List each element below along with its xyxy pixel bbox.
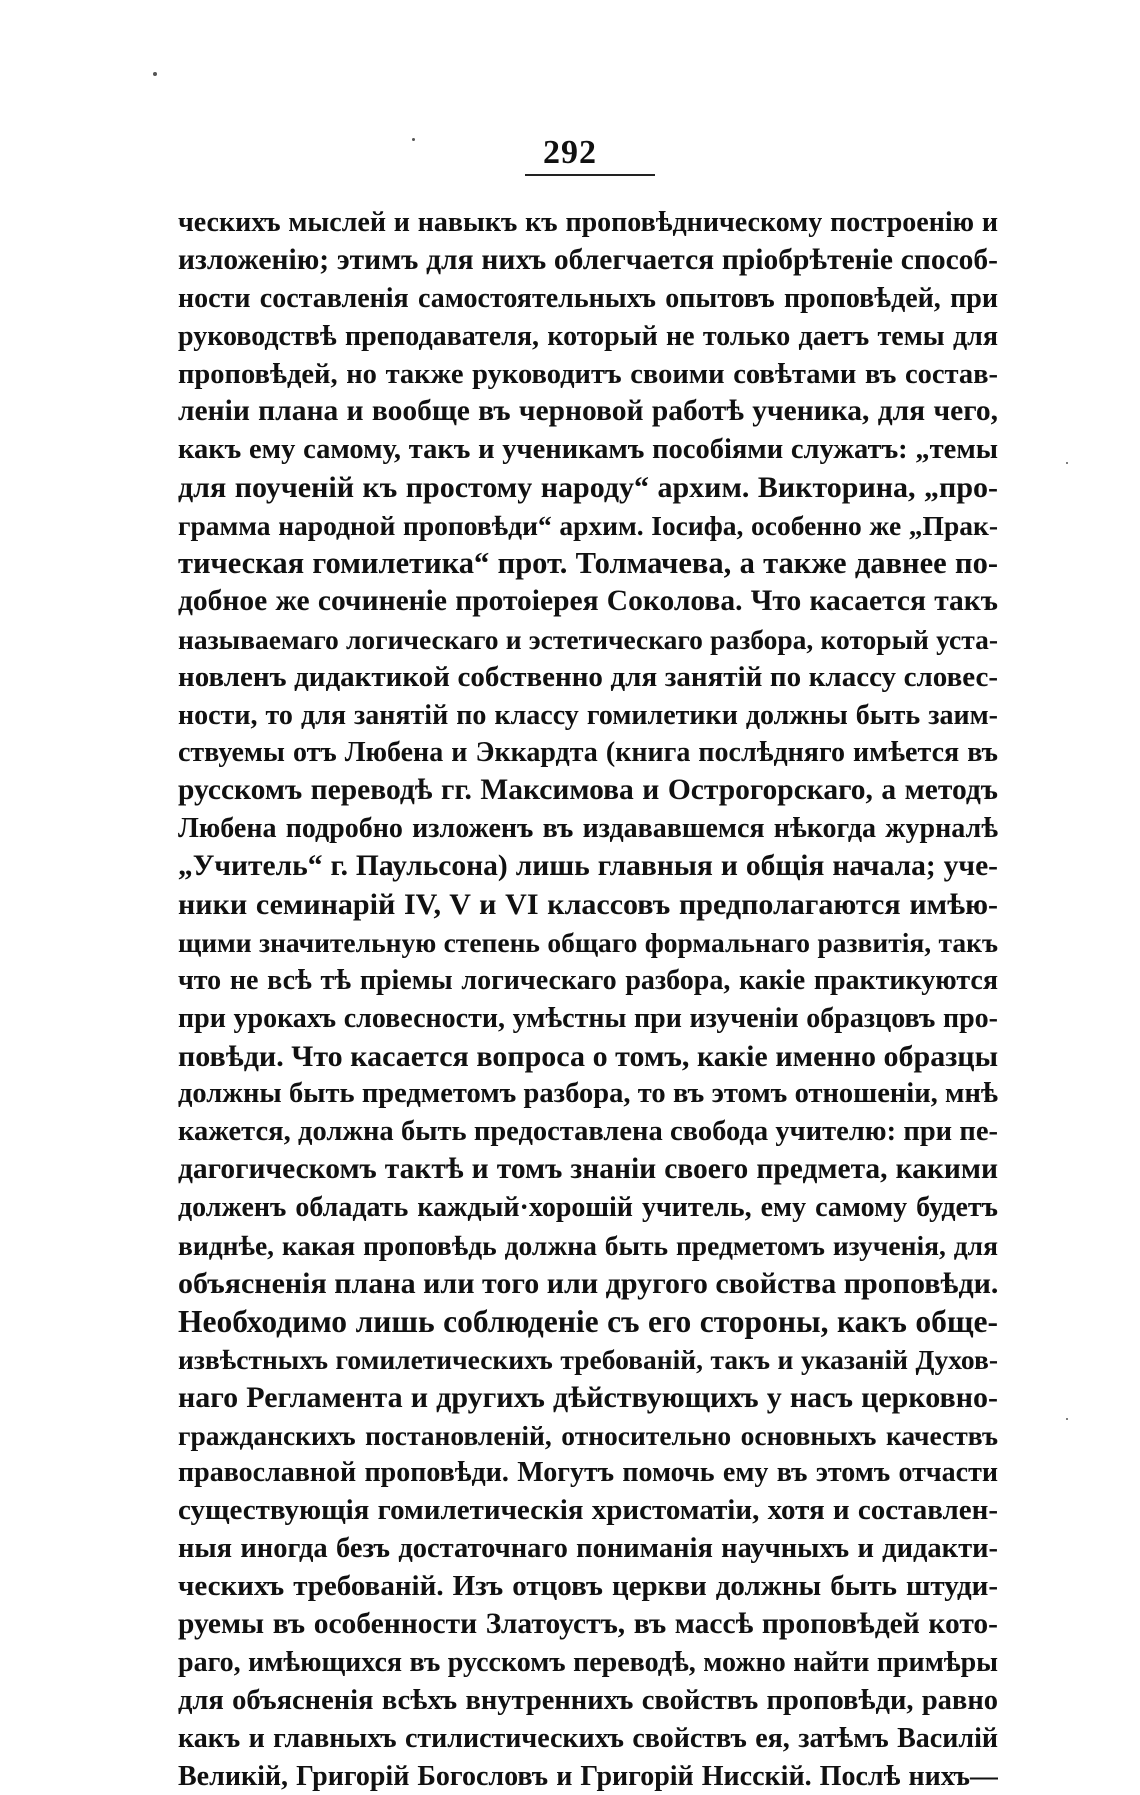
page-number: 292 [543,134,597,171]
text-line: раго, имѣющихся въ русскомъ переводѣ, можно найти примѣры [178,1646,998,1678]
text-line: Великій, Григорій Богословъ и Григорій Нисскій. Послѣ нихъ— [178,1760,998,1792]
text-line: при урокахъ словесности, умѣстны при изученіи образцовъ про- [178,1002,998,1034]
text-line: виднѣе, какая проповѣдь должна быть предметомъ изученія, для [178,1230,998,1262]
text-line: Необходимо лишь соблюденіе съ его стороны, какъ обще- [178,1303,998,1339]
text-line: руемы въ особенности Златоустъ, въ массѣ проповѣдей кото- [178,1607,998,1640]
header-rule [525,174,655,176]
text-line: ныя иногда безъ достаточнаго пониманія научныхъ и дидакти- [178,1533,998,1565]
text-line: грамма народной проповѣди“ архим. Іосифа, особенно же „Прак- [178,510,998,542]
text-line: русскомъ переводѣ гг. Максимова и Острогорскаго, а методъ [178,774,998,807]
text-line: существующія гомилетическія христоматіи, хотя и составлен- [178,1494,998,1527]
text-line: дагогическомъ тактѣ и томъ знаніи своего предмета, какими [178,1153,998,1186]
text-line: какъ и главныхъ стилистическихъ свойствъ ея, затѣмъ Василій [178,1722,998,1754]
text-line: щими значительную степень общаго формальнаго развитія, такъ [178,926,998,958]
text-line: извѣстныхъ гомилетическихъ требованій, такъ и указаній Духов- [178,1343,998,1375]
text-line: наго Регламента и другихъ дѣйствующихъ у насъ церковно- [178,1380,998,1414]
text-line: долженъ обладать каждый·хорошій учитель, ему самому будетъ [178,1192,998,1224]
text-line: называемаго логическаго и эстетическаго разбора, который уста- [178,623,998,655]
text-line: ности составленія самостоятельныхъ опытовъ проповѣдей, при [178,282,998,314]
text-line: православной проповѣди. Могутъ помочь ему въ этомъ отчасти [178,1457,998,1489]
text-line: гражданскихъ постановленій, относительно основныхъ качествъ [178,1419,998,1451]
text-line: для поученій къ простому народу“ архим. Викторина, „про- [178,471,998,505]
text-line: для объясненія всѣхъ внутреннихъ свойствъ проповѣди, равно [178,1684,998,1716]
text-line: Любена подробно изложенъ въ издававшемся нѣкогда журналѣ [178,813,998,845]
text-line: изложенію; этимъ для нихъ облегчается пріобрѣтеніе способ- [178,243,998,276]
print-speck [1066,462,1068,464]
text-line: „Учитель“ г. Паульсона) лишь главныя и общія начала; уче- [178,850,998,883]
body-text [178,204,998,1795]
text-line: ники семинарій IV, V и VI классовъ предполагаются имѣю- [178,888,998,922]
text-line: что не всѣ тѣ пріемы логическаго разбора, какіе практикуются [178,964,998,996]
text-line: должны быть предметомъ разбора, то въ этомъ отношеніи, мнѣ [178,1078,998,1110]
text-line: повѣди. Что касается вопроса о томъ, какіе именно образцы [178,1039,998,1073]
text-line: какъ ему самому, такъ и ученикамъ пособіями служатъ: „темы [178,434,998,466]
text-line: проповѣдей, но также руководитъ своими совѣтами въ состав- [178,358,998,390]
text-line: ности, то для занятій по классу гомилетики должны быть заим- [178,699,998,731]
print-speck [153,72,157,76]
text-line: добное же сочиненіе протоіерея Соколова. Что касается такъ [178,584,998,617]
text-line: ческихъ мыслей и навыкъ къ проповѣдническому построенію и [178,207,998,238]
print-speck [1066,1418,1068,1420]
text-line: руководствѣ преподавателя, который не только даетъ темы для [178,320,998,352]
text-line: новленъ дидактикой собственно для занятій по классу словес- [178,660,998,693]
text-line: ческихъ требованій. Изъ отцовъ церкви должны быть штуди- [178,1570,998,1603]
text-line: леніи плана и вообще въ черновой работѣ ученика, для чего, [178,395,998,428]
text-line: тическая гомилетика“ прот. Толмачева, а также давнее по- [178,546,998,581]
text-line: объясненія плана или того или другого свойства проповѣди. [178,1266,998,1300]
text-line: ствуемы отъ Любена и Эккардта (книга послѣдняго имѣется въ [178,737,998,769]
text-line: кажется, должна быть предоставлена свобода учителю: при пе- [178,1116,998,1148]
